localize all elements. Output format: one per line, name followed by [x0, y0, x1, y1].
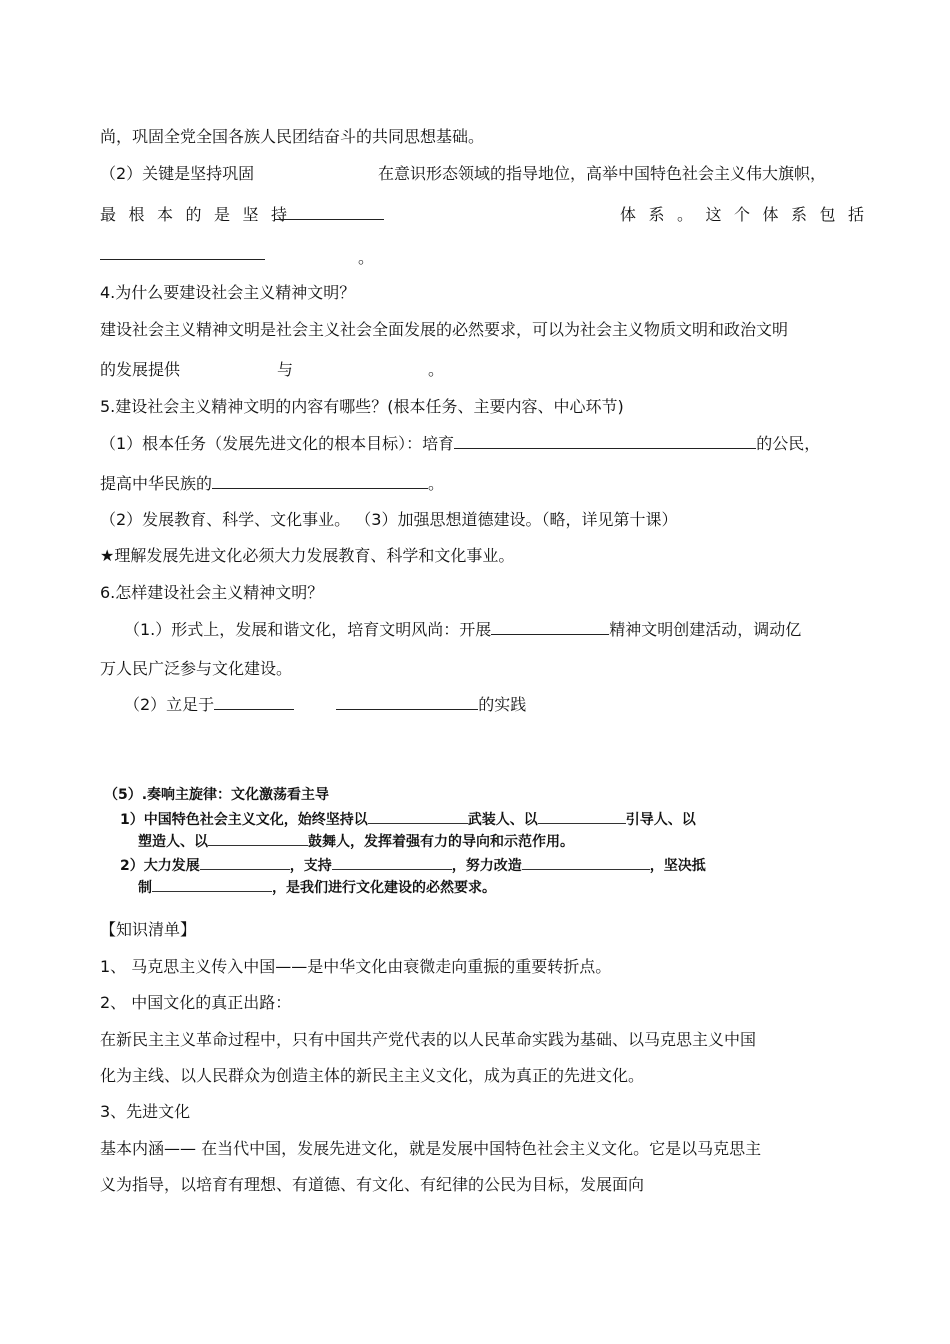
fill-blank[interactable]	[336, 695, 478, 710]
text-line-1: 尚，巩固全党全国各族人民团结奋斗的共同思想基础。	[100, 127, 485, 146]
answer-5-line-1: （1）根本任务（发展先进文化的根本目标）：培育 的公民，	[100, 434, 821, 453]
answer-6-line-2: 万人民广泛参与文化建设。	[100, 659, 293, 678]
text-line-4-end: 。	[358, 248, 375, 267]
answer-4-line-1: 建设社会主义精神文明是社会主义社会全面发展的必然要求，可以为社会主义物质文明和政治文明	[100, 320, 789, 339]
answer-5-line-2: 提高中华民族的 。	[100, 474, 445, 493]
fill-blank[interactable]	[100, 245, 265, 260]
knowledge-item-2-text-1: 在新民主主义革命过程中，只有中国共产党代表的以人民革命实践为基础、以马克思主义中国	[100, 1030, 757, 1049]
answer-6-line-1: （1.）形式上，发展和谐文化，培育文明风尚：开展 精神文明创建活动，调动亿	[124, 620, 802, 639]
fill-blank[interactable]	[214, 695, 294, 710]
text-line-2: （2）关键是坚持巩固	[100, 164, 255, 183]
text-line-3b: 体系。这个体系包括	[620, 205, 877, 224]
blank-line-3	[274, 205, 384, 225]
fill-blank[interactable]	[274, 205, 384, 220]
answer-4-and: 与	[277, 360, 294, 379]
knowledge-item-2-text-2: 化为主线、以人民群众为创造主体的新民主主义文化，成为真正的先进文化。	[100, 1066, 645, 1085]
fill-blank[interactable]	[212, 474, 428, 489]
clip-title: （5）.奏响主旋律：文化激荡看主导	[104, 787, 330, 803]
knowledge-item-3-text-1: 基本内涵—— 在当代中国，发展先进文化，就是发展中国特色社会主义文化。它是以马克思主	[100, 1139, 762, 1158]
knowledge-item-3-text-2: 义为指导，以培育有理想、有道德、有文化、有纪律的公民为目标，发展面向	[100, 1175, 645, 1194]
knowledge-item-2: 2、 中国文化的真正出路：	[100, 993, 292, 1012]
fill-blank[interactable]	[200, 857, 290, 870]
clip-line-4: 制 ，是我们进行文化建设的必然要求。	[138, 880, 496, 896]
question-6: 6.怎样建设社会主义精神文明？	[100, 583, 324, 602]
fill-blank[interactable]	[522, 857, 650, 870]
clip-line-3: 2）大力发展 ，支持 ，努力改造 ，坚决抵	[120, 858, 706, 874]
knowledge-item-1: 1、 马克思主义传入中国——是中华文化由衰微走向重振的重要转折点。	[100, 957, 612, 976]
knowledge-heading: 【知识清单】	[100, 920, 197, 939]
fill-blank[interactable]	[208, 833, 308, 846]
text-line-3: 最根本的是坚持	[100, 205, 300, 224]
answer-4-end: 。	[428, 360, 445, 379]
fill-blank[interactable]	[332, 857, 452, 870]
fill-blank[interactable]	[538, 811, 626, 824]
fill-blank[interactable]	[152, 879, 272, 892]
blank-line-4	[100, 245, 265, 265]
fill-blank[interactable]	[491, 620, 609, 635]
fill-blank[interactable]	[454, 434, 756, 449]
text-line-2b: 在意识形态领域的指导地位，高举中国特色社会主义伟大旗帜，	[378, 164, 827, 183]
answer-6-line-3: （2）立足于 的实践	[124, 695, 527, 714]
clip-line-2: 塑造人、以 鼓舞人，发挥着强有力的导向和示范作用。	[138, 834, 574, 850]
question-4: 4.为什么要建设社会主义精神文明？	[100, 283, 356, 302]
embedded-clipping	[100, 778, 840, 898]
star-note: ★理解发展先进文化必须大力发展教育、科学和文化事业。	[100, 546, 515, 565]
answer-4-line-2: 的发展提供	[100, 360, 181, 379]
question-5: 5.建设社会主义精神文明的内容有哪些？(根本任务、主要内容、中心环节)	[100, 397, 624, 416]
answer-5-line-3: （2）发展教育、科学、文化事业。 （3）加强思想道德建设。（略，详见第十课）	[100, 510, 678, 529]
clip-line-1: 1）中国特色社会主义文化，始终坚持以 武装人、以 引导人、以	[120, 812, 696, 828]
knowledge-item-3: 3、先进文化	[100, 1102, 191, 1121]
fill-blank[interactable]	[368, 811, 468, 824]
